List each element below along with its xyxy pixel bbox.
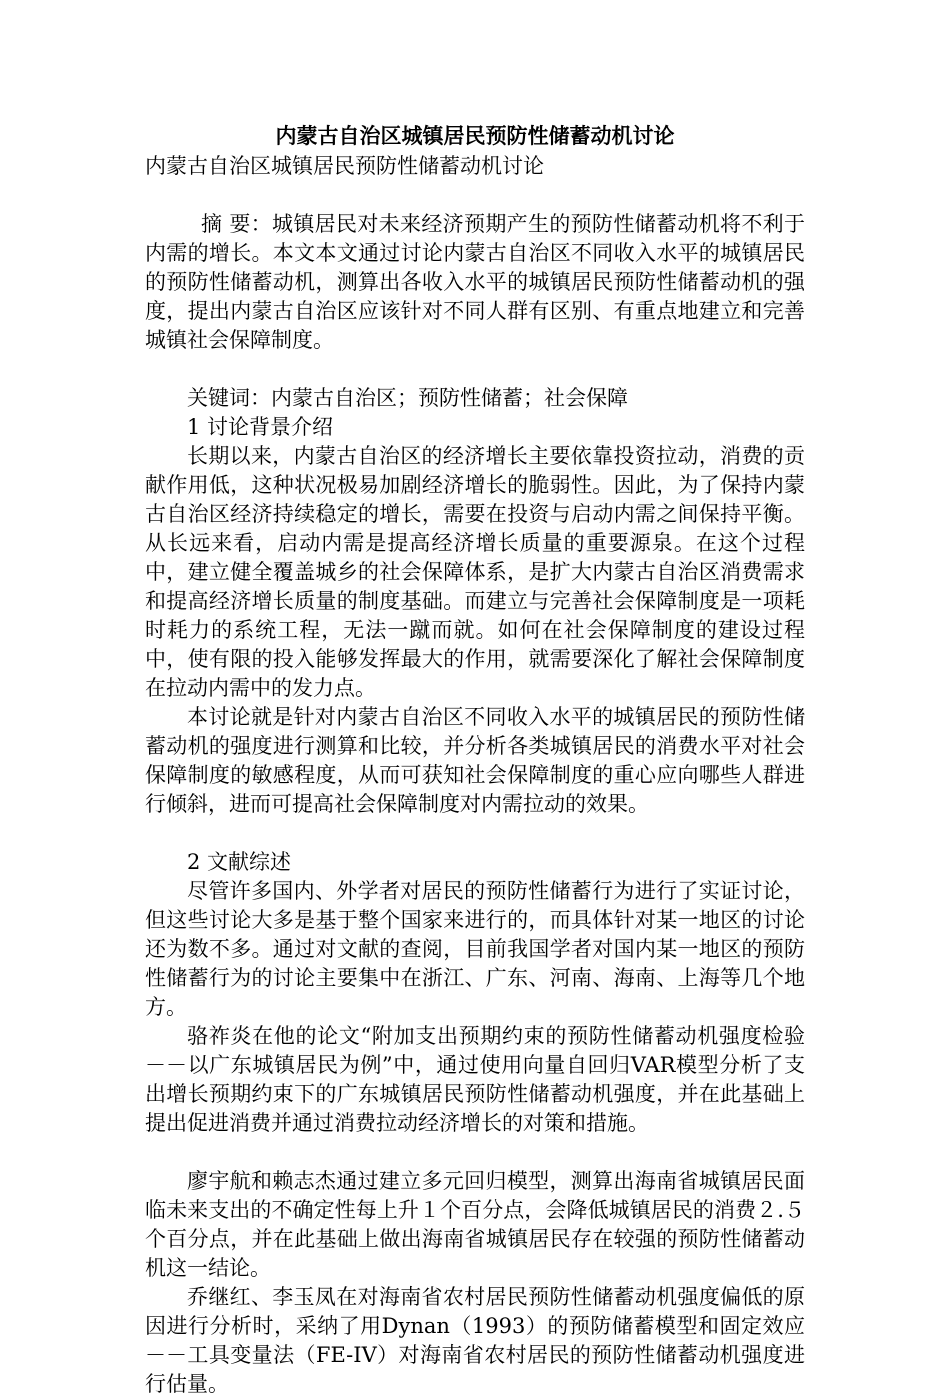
section-1-paragraph-1: 长期以来，内蒙古自治区的经济增长主要依靠投资拉动，消费的贡献作用低，这种状况极易加剧经济增长的脆弱性。因此，为了保持内蒙古自治区经济持续稳定的增长，需要在投资与启动内需之间保持平衡。从长远来看，启动内需是提高经济增长质量的重要源泉。在这个过程中，建立健全覆盖城乡的社会保障体系，是扩大内蒙古自治区消费需求和提高经济增长质量的制度基础。而建立与完善社会保障制度是一项耗时耗力的系统工程，无法一蹴而就。如何在社会保障制度的建设过程中，使有限的投入能够发挥最大的作用，就需要深化了解社会保障制度在拉动内需中的发力点。 [145, 444, 805, 700]
spacer [145, 1138, 805, 1167]
section-2-paragraph-2: 骆祚炎在他的论文“附加支出预期约束的预防性储蓄动机强度检验－－以广东城镇居民为例”中，通过使用向量自回归VAR模型分析了支出增长预期约束下的广东城镇居民预防性储蓄动机强度，并在此基础上提出促进消费并通过消费拉动经济增长的对策和措施。 [145, 1024, 805, 1135]
section-1-paragraph-2: 本讨论就是针对内蒙古自治区不同收入水平的城镇居民的预防性储蓄动机的强度进行测算和比较，并分析各类城镇居民的消费水平对社会保障制度的敏感程度，从而可获知社会保障制度的重心应向哪些人群进行倾斜，进而可提高社会保障制度对内需拉动的效果。 [145, 705, 805, 816]
document-title: 内蒙古自治区城镇居民预防性储蓄动机讨论 [275, 124, 675, 148]
spacer [145, 819, 805, 848]
section-2-paragraph-1: 尽管许多国内、外学者对居民的预防性储蓄行为进行了实证讨论，但这些讨论大多是基于整个国家来进行的，而具体针对某一地区的讨论还为数不多。通过对文献的查阅，目前我国学者对国内某一地区的预防性储蓄行为的讨论主要集中在浙江、广东、河南、海南、上海等几个地方。 [145, 879, 805, 1019]
section-1-heading: 1 讨论背景介绍 [187, 415, 334, 439]
spacer [145, 181, 805, 210]
keywords-line: 关键词：内蒙古自治区；预防性储蓄；社会保障 [187, 386, 628, 410]
document-page [145, 120, 805, 1399]
document-subtitle: 内蒙古自治区城镇居民预防性储蓄动机讨论 [145, 154, 544, 178]
spacer [145, 355, 805, 384]
section-2-heading: 2 文献综述 [187, 850, 292, 874]
section-2-paragraph-3: 廖宇航和赖志杰通过建立多元回归模型，测算出海南省城镇居民面临未来支出的不确定性每上升１个百分点，会降低城镇居民的消费２.５个百分点，并在此基础上做出海南省城镇居民存在较强的预防性储蓄动机这一结论。 [145, 1169, 805, 1280]
section-2-paragraph-4: 乔继红、李玉凤在对海南省农村居民预防性储蓄动机强度偏低的原因进行分析时，采纳了用Dynan（1993）的预防储蓄模型和固定效应－－工具变量法（FE-IV）对海南省农村居民的预防性储蓄动机强度进行估量。 [145, 1285, 805, 1396]
abstract-paragraph: 摘 要：城镇居民对未来经济预期产生的预防性储蓄动机将不利于内需的增长。本文本文通过讨论内蒙古自治区不同收入水平的城镇居民的预防性储蓄动机，测算出各收入水平的城镇居民预防性储蓄动机的强度，提出内蒙古自治区应该针对不同人群有区别、有重点地建立和完善城镇社会保障制度。 [145, 212, 805, 352]
